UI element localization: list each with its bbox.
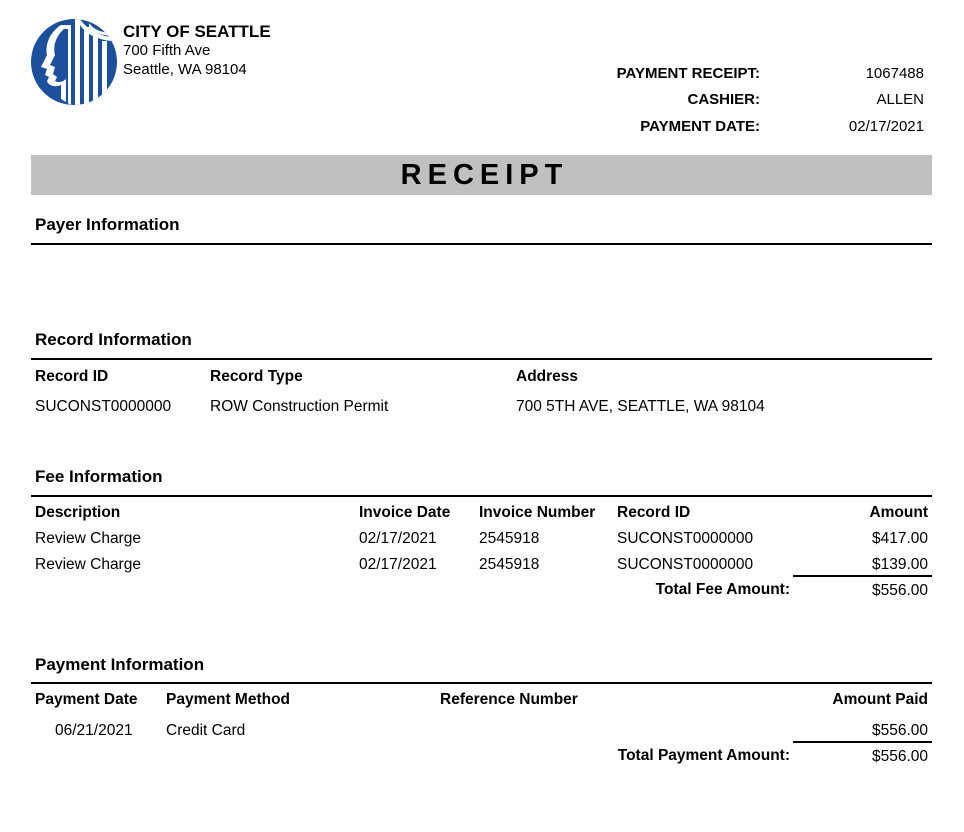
record-id-value: SUCONST0000000 <box>35 398 172 415</box>
fee-description: Review Charge <box>35 530 141 547</box>
fee-col-description: Description <box>35 504 121 521</box>
payment-col-reference: Reference Number <box>440 691 578 708</box>
fee-amount: $139.00 <box>871 556 928 573</box>
record-divider <box>31 358 932 360</box>
org-name: CITY OF SEATTLE <box>123 22 271 41</box>
total-payment-label: Total Payment Amount: <box>617 747 790 764</box>
payment-method: Credit Card <box>166 722 246 739</box>
fee-invoice-date: 02/17/2021 <box>359 556 437 573</box>
fee-record-id: SUCONST0000000 <box>617 530 754 547</box>
payment-receipt-number: 1067488 <box>865 65 924 82</box>
org-address-line2: Seattle, WA 98104 <box>123 61 247 78</box>
receipt-title: RECEIPT <box>400 158 569 191</box>
fee-invoice-date: 02/17/2021 <box>359 530 437 547</box>
fee-invoice-number: 2545918 <box>479 556 540 573</box>
fee-col-invoice-date: Invoice Date <box>359 504 451 521</box>
fee-invoice-number: 2545918 <box>479 530 540 547</box>
payment-total-divider <box>793 741 932 743</box>
payment-col-date: Payment Date <box>35 691 138 708</box>
payment-divider <box>31 682 932 684</box>
receipt-banner <box>31 155 932 195</box>
fee-col-invoice-number: Invoice Number <box>479 504 596 521</box>
cashier-value: ALLEN <box>876 91 924 108</box>
record-col-record-type: Record Type <box>210 368 303 385</box>
record-address-value: 700 5TH AVE, SEATTLE, WA 98104 <box>516 398 765 415</box>
fee-information-title: Fee Information <box>35 467 163 486</box>
fee-col-record-id: Record ID <box>617 504 691 521</box>
payment-receipt-label: PAYMENT RECEIPT: <box>616 65 760 82</box>
fee-col-amount: Amount <box>869 504 928 521</box>
total-fee-value: $556.00 <box>871 582 928 599</box>
payer-information-title: Payer Information <box>35 215 180 234</box>
cashier-label: CASHIER: <box>687 91 760 108</box>
fee-divider <box>31 495 932 497</box>
total-fee-label: Total Fee Amount: <box>655 581 790 598</box>
fee-total-divider <box>793 575 932 577</box>
record-type-value: ROW Construction Permit <box>210 398 389 415</box>
payment-col-amount-paid: Amount Paid <box>832 691 928 708</box>
payment-date-value: 02/17/2021 <box>848 118 924 135</box>
record-col-address: Address <box>516 368 579 385</box>
payment-date: 06/21/2021 <box>55 722 133 739</box>
total-payment-value: $556.00 <box>871 748 928 765</box>
fee-amount: $417.00 <box>871 530 928 547</box>
payer-divider <box>31 243 932 245</box>
payment-amount-paid: $556.00 <box>871 722 928 739</box>
fee-description: Review Charge <box>35 556 141 573</box>
org-address-line1: 700 Fifth Ave <box>123 42 211 59</box>
record-information-title: Record Information <box>35 330 192 349</box>
city-of-seattle-logo-icon <box>31 19 117 105</box>
record-col-record-id: Record ID <box>35 368 109 385</box>
payment-information-title: Payment Information <box>35 655 205 674</box>
payment-col-method: Payment Method <box>166 691 291 708</box>
fee-record-id: SUCONST0000000 <box>617 556 754 573</box>
payment-date-label: PAYMENT DATE: <box>640 118 760 135</box>
